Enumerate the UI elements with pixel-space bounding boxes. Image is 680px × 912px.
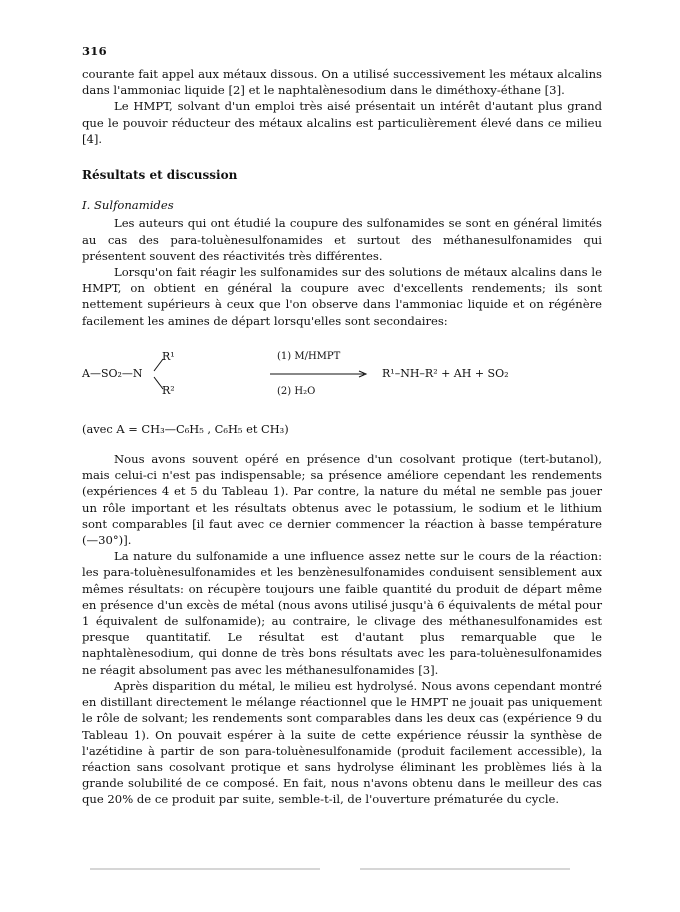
sulfonamides-paragraph-2: Lorsqu'on fait réagir les sulfonamides sur des solutions de métaux alcalins dans le HMPT, on obtient en général la coupure avec d'excellents rendements; ils sont nettement supérieurs à ceux que l'on observe dans l'ammoniac liquide et on régénère facilement les amines de départ lorsqu'elles sont secondaires: <box>82 265 602 328</box>
reaction-equation <box>82 339 602 415</box>
scan-artifact-right <box>360 868 570 870</box>
discussion-paragraph-3: Après disparition du métal, le milieu est hydrolysé. Nous avons cependant montré en distillant directement le mélange réactionnel que le HMPT ne jouait pas uniquement le rôle de solvant; les rendements sont comparables dans les deux cas (expérience 9 du Tableau 1). On pouvait espérer à la suite de cette expérience réussir la synthèse de l'azétidine à partir de son para-toluènesulfonamide (produit facilement accessible), la réaction sans cosolvant protique et sans hydrolyse éliminant les problèmes liés à la grande solubilité de ce composé. En fait, nous n'avons obtenu dans le meilleur des cas que 20% de ce produit par suite, semble-t-il, de l'ouverture prématurée du cycle. <box>82 678 602 807</box>
discussion-paragraph-2: La nature du sulfonamide a une influence assez nette sur le cours de la réaction: les para-toluènesulfonamides et les benzènesulfonamides conduisent sensiblement aux mêmes résultats: on récupère toujours une faible quantité du produit de départ même en présence d'un excès de métal (nous avons utilisé jusqu'à 6 équivalents de métal pour 1 équivalent de sulfonamide); au contraire, le clivage des méthanesulfonamides est presque quantitatif. Le résultat est d'autant plus remarquable que le naphtalènesodium, qui donne de très bons résultats avec les para-toluènesulfonamides ne réagit absolument pas avec les méthanesulfonamides [3]. <box>82 549 602 677</box>
equation-note: (avec A = CH₃—C₆H₅ , C₆H₅ et CH₃) <box>82 421 289 436</box>
intro-paragraph-2: Le HMPT, solvant d'un emploi très aisé présentait un intérêt d'autant plus grand que le pouvoir réducteur des métaux alcalins est particulièrement élevé dans ce milieu [4]. <box>82 99 602 146</box>
page-number: 316 <box>82 44 107 58</box>
reaction-arrow <box>270 370 370 378</box>
section-heading: Résultats et discussion <box>82 168 238 183</box>
subsection-heading: I. Sulfonamides <box>82 198 174 213</box>
equation-r1: R¹ <box>162 349 175 363</box>
text-column <box>82 66 602 808</box>
equation-products: R¹–NH–R² + AH + SO₂ <box>382 366 509 380</box>
equation-step-1: (1) M/HMPT <box>277 350 341 362</box>
intro-paragraph-1: courante fait appel aux métaux dissous. On a utilisé successivement les métaux alcalins dans l'ammoniac liquide [2] et le naphtalènesodium dans le diméthoxy-éthane [3]. <box>82 67 602 98</box>
equation-r2: R² <box>162 383 175 397</box>
equation-step-2: (2) H₂O <box>277 385 316 397</box>
n-bond-lines <box>152 353 166 395</box>
scan-artifact-left <box>90 868 320 870</box>
equation-reactant: A—SO₂—N <box>82 366 143 380</box>
discussion-paragraph-1: Nous avons souvent opéré en présence d'un cosolvant protique (tert-butanol), mais celui-ci n'est pas indispensable; sa présence améliore cependant les rendements (expériences 4 et 5 du Tableau 1). Par contre, la nature du métal ne semble pas jouer un rôle important et les résultats obtenus avec le potassium, le sodium et le lithium sont comparables [il faut avec ce dernier commencer la réaction à basse température (—30°)]. <box>82 452 602 548</box>
sulfonamides-paragraph-1: Les auteurs qui ont étudié la coupure des sulfonamides se sont en général limités au cas des para-toluènesulfonamides et surtout des méthanesulfonamides qui présentent souvent des réactivités très différentes. <box>82 216 602 263</box>
